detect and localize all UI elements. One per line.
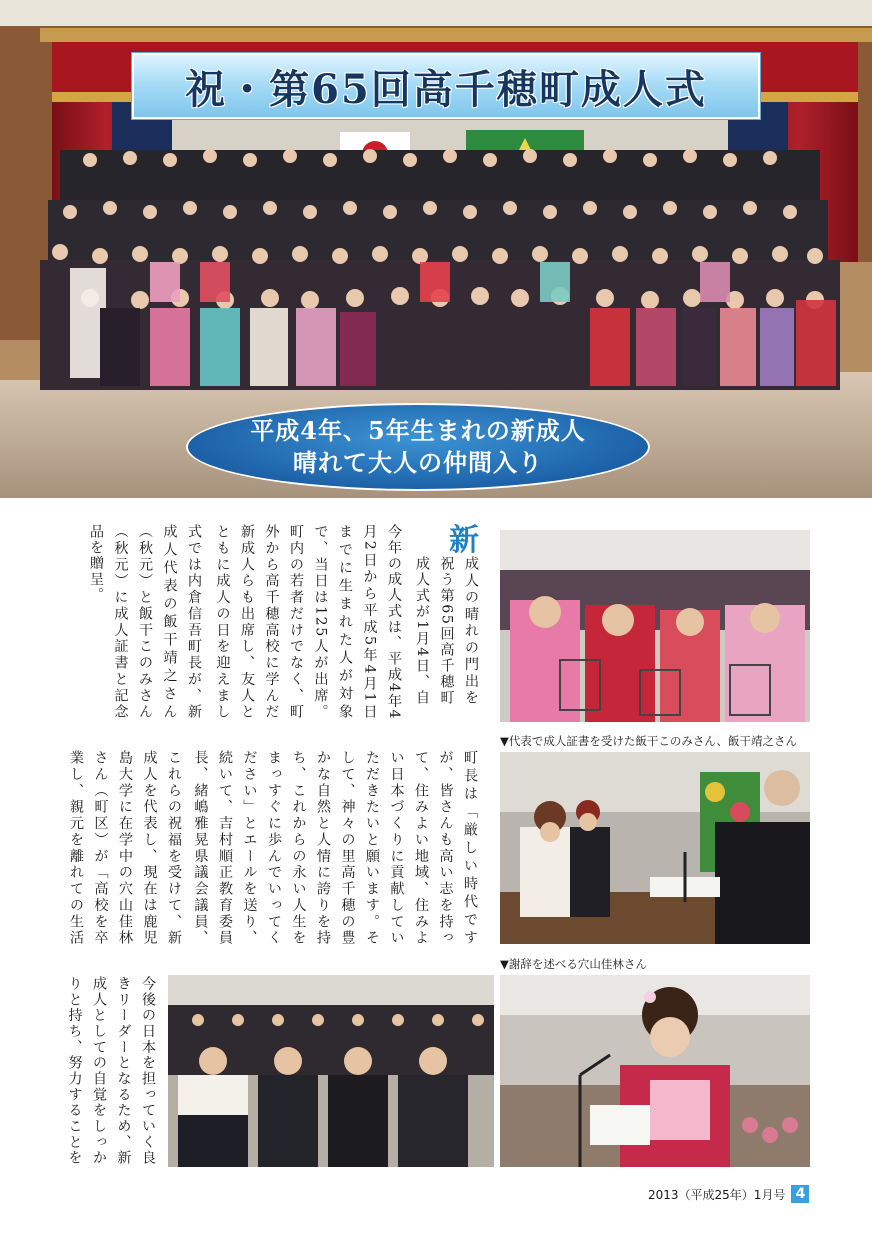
photo-audience-kimono [500,530,810,722]
photo-audience-suits [168,975,494,1167]
article-col-1: 成人の晴れの門出を祝う第65回高千穂町成人式が1月4日、自 [414,556,479,706]
subtitle-line-2: 晴れて大人の仲間入り [293,448,543,477]
page-title: 祝・第65回高千穂町成人式 [185,65,707,113]
article-lead-char: 新 [449,523,479,558]
page-number-badge: 4 [791,1185,809,1203]
photo-certificate [500,752,810,944]
article-col-2: 今年の成人式は、平成4年4月2日から平成5年4月1日までに生まれた人が対象で、当日は125人が出席。町内の若者だけでなく、町外から高千穂高校に学んだ新成人らも出席し、友人とともに成人の日を迎えまし [214,524,402,720]
subtitle-line-1: 平成4年、5年生まれの新成人 [250,416,586,445]
subtitle-oval [186,403,650,491]
group-photo [0,0,872,498]
article-col-6: 今後の日本を担っていく良きリーダーとなるため、新成人としての自覚をしっかりと持ち、努力することを [66,976,156,1166]
footer [648,1185,809,1203]
article-col-5: これらの祝福を受けて、新成人を代表し、現在は鹿児島大学に在学中の穴山佳林さん（町区）が「高校を卒業し、親元を離れての生活 [68,750,182,946]
issue-label: 2013（平成25年）1月号 [648,1187,786,1202]
title-banner [132,53,760,119]
article-col-4: 町長は「厳しい時代ですが、皆さんも高い志を持って、住みよい地域、住みよい日本づくりに貢献していただきたいと願います。そして、神々の里高千穂の豊かな自然と人情に誇りを持ち、これからの永い人生をまっすぐに歩んでいってください」とエールを送り、続いて、吉村順正教育委員長、緒嶋雅晃県議会議員、 [192,750,478,946]
caption-1: ▼代表で成人証書を受けた飯干このみさん、飯干靖之さん [500,734,798,748]
article-col-3: 式では内倉信吾町長が、新成人代表の飯干靖之さん（秋元）と飯干このみさん（秋元）に成人証書と記念品を贈呈。 [88,524,202,720]
photo-speech [500,975,810,1167]
caption-2: ▼謝辞を述べる穴山佳林さん [500,957,647,971]
